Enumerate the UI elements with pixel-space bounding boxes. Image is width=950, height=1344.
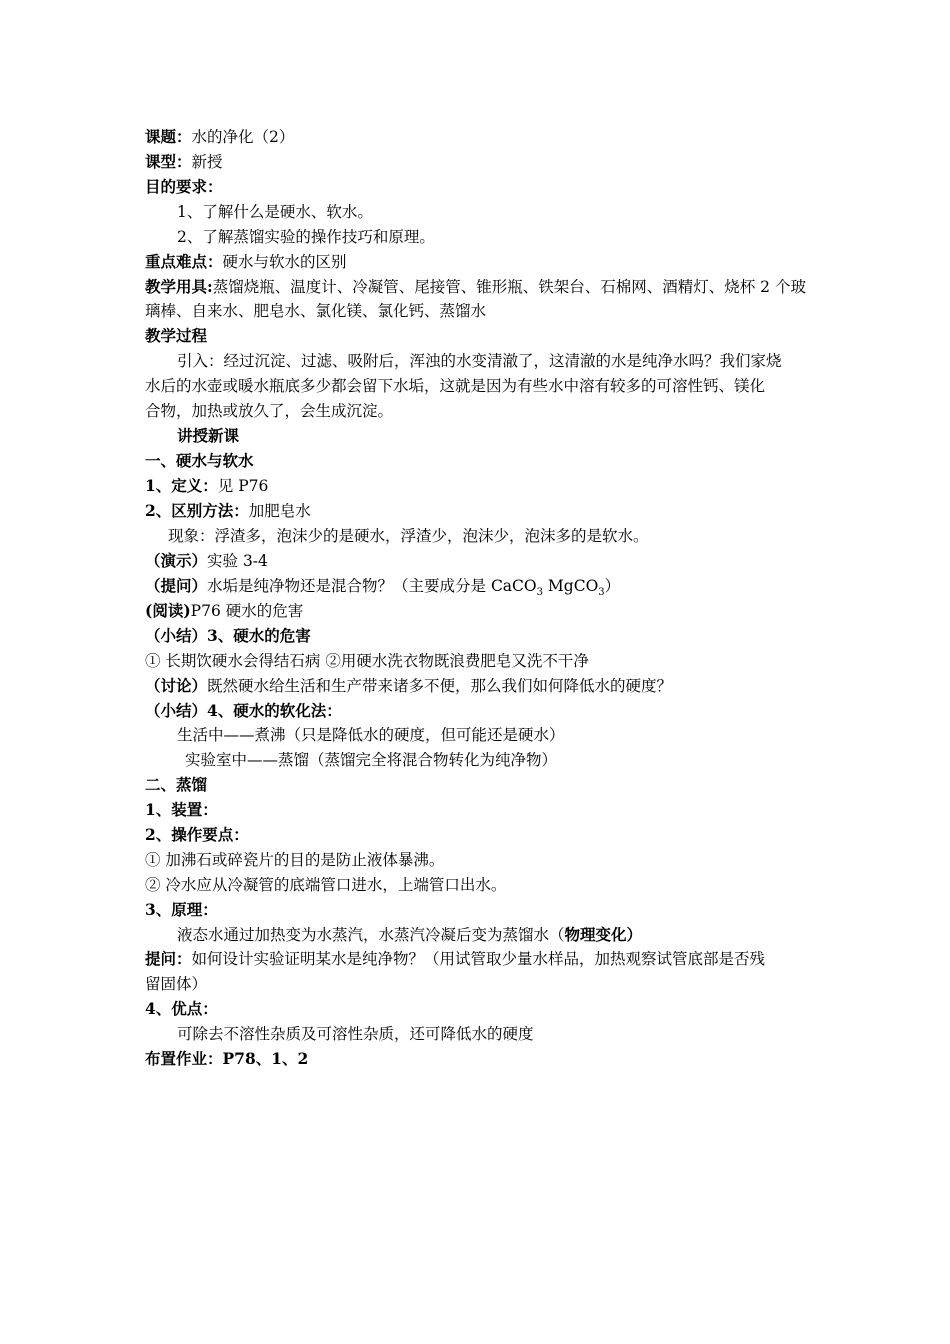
demo-label: （演示） <box>145 551 208 570</box>
summary2-label: （小结） <box>145 701 208 720</box>
goal-label: 目的要求： <box>145 177 223 196</box>
summary2-line <box>145 700 342 722</box>
soften-life-line: 生活中——煮沸（只是降低水的硬度，但可能还是硬水） <box>177 726 565 744</box>
definition-value: 见 P76 <box>217 477 269 495</box>
reading-label: (阅读) <box>145 601 191 620</box>
intro-line-1: 引入：经过沉淀、过滤、吸附后，浑浊的水变清澈了，这清澈的水是纯净水吗？我们家烧 <box>177 352 782 370</box>
tools-line-2: 璃棒、自来水、肥皂水、氯化镁、氯化钙、蒸馏水 <box>145 302 487 320</box>
tools-value-1: 蒸馏烧瓶、温度计、冷凝管、尾接管、锥形瓶、铁架台、石棉网、酒精灯、烧杯 2 个玻 <box>212 278 806 296</box>
section2-heading: 二、蒸馏 <box>145 775 208 794</box>
key-point-line <box>145 251 347 273</box>
key-point-label: 重点难点： <box>145 252 223 271</box>
question-value-a: 水垢是纯净物还是混合物？（主要成分是 CaCO <box>207 577 537 595</box>
phenomenon-line: 现象：浮渣多，泡沫少的是硬水，浮渣少，泡沫少，泡沫多的是软水。 <box>168 527 649 545</box>
principle-line <box>177 924 642 946</box>
section1-heading: 一、硬水与软水 <box>145 451 254 470</box>
lesson-title-value: 水的净化（2） <box>191 128 295 146</box>
homework-line: 布置作业：P78、1、2 <box>145 1049 309 1068</box>
lesson-type-value: 新授 <box>191 153 223 171</box>
summary1-value: 3、硬水的危害 <box>207 626 311 645</box>
lesson-title-label: 课题： <box>145 127 192 146</box>
lesson-title-line <box>145 126 294 148</box>
lesson-type-label: 课型： <box>145 152 192 171</box>
reading-value: P76 硬水的危害 <box>190 602 304 620</box>
soften-lab-line: 实验室中——蒸馏（蒸馏完全将混合物转化为纯净物） <box>185 751 558 769</box>
merit-label: 4、优点： <box>145 999 218 1018</box>
definition-label: 1、定义： <box>145 476 218 495</box>
discussion-value: 既然硬水给生活和生产带来诸多不便，那么我们如何降低水的硬度？ <box>207 677 673 695</box>
subscript-1: 3 <box>536 587 543 599</box>
question-label: （提问） <box>145 576 208 595</box>
operation-label: 2、操作要点： <box>145 825 249 844</box>
question-value-b: MgCO <box>543 577 599 595</box>
lesson-type-line <box>145 151 223 173</box>
principle-value-c: ） <box>626 925 643 944</box>
intro-line-3: 合物，加热或放久了，会生成沉淀。 <box>145 402 394 420</box>
harm-line: ① 长期饮硬水会得结石病 ②用硬水洗衣物既浪费肥皂又洗不干净 <box>145 652 589 670</box>
principle-value-b: 物理变化 <box>564 925 627 944</box>
process-label: 教学过程 <box>145 326 208 345</box>
discussion-label: （讨论） <box>145 676 208 695</box>
design-question-label: 提问： <box>145 949 192 968</box>
distinguish-value: 加肥皂水 <box>248 502 311 520</box>
design-question-value-1: 如何设计实验证明某水是纯净物？（用试管取少量水样品，加热观察试管底部是否残 <box>191 950 766 968</box>
definition-line <box>145 475 268 497</box>
summary1-label: （小结） <box>145 626 208 645</box>
operation-item-1: ① 加沸石或碎瓷片的目的是防止液体暴沸。 <box>145 851 445 869</box>
principle-label: 3、原理： <box>145 900 218 919</box>
design-question-line-1 <box>145 948 765 970</box>
new-lesson-heading: 讲授新课 <box>177 426 240 445</box>
summary1-line <box>145 625 311 647</box>
operation-item-2: ② 冷水应从冷凝管的底端管口进水，上端管口出水。 <box>145 876 507 894</box>
key-point-value: 硬水与软水的区别 <box>222 253 347 271</box>
device-label: 1、装置： <box>145 800 218 819</box>
demo-line <box>145 550 268 572</box>
goal-item-2: 2、了解蒸馏实验的操作技巧和原理。 <box>177 228 435 246</box>
tools-line-1 <box>145 276 806 298</box>
merit-value: 可除去不溶性杂质及可溶性杂质，还可降低水的硬度 <box>177 1025 534 1043</box>
summary2-value: 4、硬水的软化法： <box>207 701 342 720</box>
goal-item-1: 1、了解什么是硬水、软水。 <box>177 203 373 221</box>
distinguish-line <box>145 500 311 522</box>
design-question-line-2: 留固体） <box>145 975 208 993</box>
principle-value-a: 液态水通过加热变为水蒸汽，水蒸汽冷凝后变为蒸馏水（ <box>177 926 565 944</box>
discussion-line <box>145 675 672 697</box>
reading-line <box>145 600 303 622</box>
subscript-2: 3 <box>598 587 605 599</box>
demo-value: 实验 3-4 <box>207 552 268 570</box>
distinguish-label: 2、区别方法： <box>145 501 249 520</box>
question-value-c: ） <box>604 577 621 595</box>
intro-line-2: 水后的水壶或暖水瓶底多少都会留下水垢，这就是因为有些水中溶有较多的可溶性钙、镁化 <box>145 377 766 395</box>
tools-label: 教学用具: <box>145 277 213 296</box>
